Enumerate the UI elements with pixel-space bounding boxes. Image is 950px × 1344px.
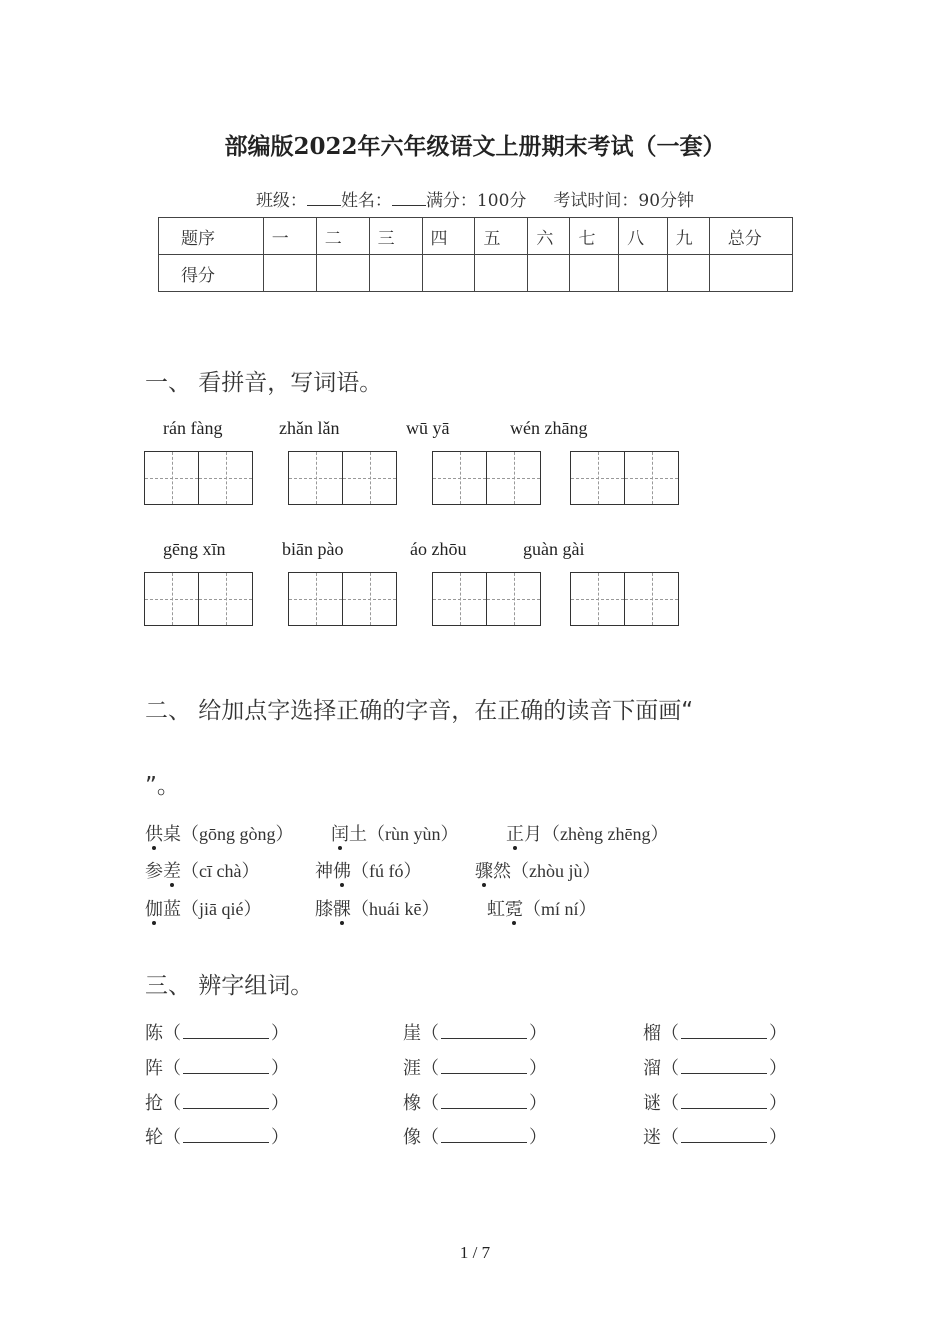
writing-grid[interactable] <box>570 451 679 505</box>
full-score: 满分：100分 <box>425 191 527 211</box>
reading-options[interactable]: （jiā qié） <box>181 899 262 919</box>
answer-blank[interactable] <box>441 1092 527 1109</box>
name-label: 姓名： <box>340 191 392 211</box>
score-cell[interactable] <box>316 255 369 292</box>
word-group-item: 陈（ ） <box>145 1023 289 1044</box>
reading-options[interactable]: （zhòu jù） <box>511 861 601 881</box>
dotted-char: 佛 <box>333 861 351 882</box>
dotted-char: 供 <box>145 824 163 845</box>
class-blank <box>307 191 341 206</box>
table-header-cell: 四 <box>422 218 475 255</box>
section-3-heading: 三、 辨字组词。 <box>145 973 314 999</box>
answer-blank[interactable] <box>681 1022 767 1039</box>
reading-options[interactable]: （fú fó） <box>351 861 422 881</box>
score-cell[interactable] <box>667 255 709 292</box>
table-header-cell: 七 <box>570 218 619 255</box>
writing-grid[interactable] <box>570 572 679 626</box>
pinyin-label: guàn gài <box>523 539 585 559</box>
answer-blank[interactable] <box>441 1126 527 1143</box>
score-cell[interactable] <box>619 255 668 292</box>
reading-item: 供桌（gōng gòng） <box>145 824 294 845</box>
answer-blank[interactable] <box>681 1126 767 1143</box>
dotted-char: 闰 <box>331 824 349 845</box>
reading-options[interactable]: （cī chà） <box>181 861 260 881</box>
answer-blank[interactable] <box>183 1092 269 1109</box>
pinyin-label: wén zhāng <box>510 418 588 438</box>
reading-item: 闰土（rùn yùn） <box>331 824 459 845</box>
writing-grid[interactable] <box>144 572 253 626</box>
reading-item: 虹霓（mí ní） <box>487 899 597 920</box>
score-table-score-row <box>159 255 793 292</box>
section-1-heading: 一、 看拼音，写词语。 <box>145 370 383 396</box>
table-header-cell: 八 <box>619 218 668 255</box>
table-header-cell: 总分 <box>709 218 792 255</box>
score-cell[interactable] <box>709 255 792 292</box>
word-group-item: 迷（ ） <box>643 1127 787 1148</box>
dotted-char: 骤 <box>475 861 493 882</box>
section-2-heading: 二、 给加点字选择正确的字音，在正确的读音下面画“ <box>145 698 694 724</box>
reading-item: 神佛（fú fó） <box>315 861 422 882</box>
score-cell[interactable] <box>369 255 422 292</box>
pinyin-label: gēng xīn <box>163 539 226 559</box>
dotted-char: 伽 <box>145 899 163 920</box>
reading-options[interactable]: （gōng gòng） <box>181 824 294 844</box>
score-cell[interactable] <box>263 255 316 292</box>
page-number: 1 / 7 <box>459 1243 491 1262</box>
pinyin-label: áo zhōu <box>410 539 467 559</box>
answer-blank[interactable] <box>441 1057 527 1074</box>
score-row-label: 得分 <box>159 255 264 292</box>
reading-item: 伽蓝（jiā qié） <box>145 899 262 920</box>
reading-options[interactable]: （rùn yùn） <box>367 824 459 844</box>
table-header-cell: 九 <box>667 218 709 255</box>
dotted-char: 差 <box>163 861 181 882</box>
word-group-item: 橡（ ） <box>403 1093 547 1114</box>
table-header-cell: 六 <box>528 218 570 255</box>
pinyin-label: wū yā <box>406 418 450 438</box>
dotted-char: 正 <box>506 824 524 845</box>
dotted-char: 霓 <box>505 899 523 920</box>
writing-grid[interactable] <box>432 572 541 626</box>
writing-grid[interactable] <box>432 451 541 505</box>
exam-info <box>0 186 950 211</box>
word-group-item: 涯（ ） <box>403 1058 547 1079</box>
reading-item: 骤然（zhòu jù） <box>475 861 601 882</box>
word-group-item: 崖（ ） <box>403 1023 547 1044</box>
table-header-cell: 三 <box>369 218 422 255</box>
reading-options[interactable]: （mí ní） <box>523 899 597 919</box>
name-blank <box>392 191 426 206</box>
pinyin-label: biān pào <box>282 539 344 559</box>
word-group-item: 谜（ ） <box>643 1093 787 1114</box>
word-group-item: 阵（ ） <box>145 1058 289 1079</box>
table-header-cell: 五 <box>475 218 528 255</box>
class-label: 班级： <box>255 191 307 211</box>
answer-blank[interactable] <box>183 1126 269 1143</box>
reading-item: 参差（cī chà） <box>145 861 260 882</box>
score-table-header-row <box>159 218 793 255</box>
exam-time: 考试时间：90分钟 <box>553 191 695 211</box>
reading-options[interactable]: （zhèng zhēng） <box>542 824 669 844</box>
dotted-char: 髁 <box>333 899 351 920</box>
answer-blank[interactable] <box>681 1092 767 1109</box>
reading-options[interactable]: （huái kē） <box>351 899 440 919</box>
answer-blank[interactable] <box>441 1022 527 1039</box>
answer-blank[interactable] <box>681 1057 767 1074</box>
table-header-cell: 题序 <box>159 218 264 255</box>
writing-grid[interactable] <box>288 451 397 505</box>
page-title: 部编版2022年六年级语文上册期末考试（一套） <box>224 133 726 160</box>
table-header-cell: 二 <box>316 218 369 255</box>
pinyin-label: rán fàng <box>163 418 223 438</box>
score-cell[interactable] <box>475 255 528 292</box>
table-header-cell: 一 <box>263 218 316 255</box>
word-group-item: 榴（ ） <box>643 1023 787 1044</box>
reading-item: 正月（zhèng zhēng） <box>506 824 669 845</box>
writing-grid[interactable] <box>144 451 253 505</box>
reading-item: 膝髁（huái kē） <box>315 899 440 920</box>
word-group-item: 溜（ ） <box>643 1058 787 1079</box>
answer-blank[interactable] <box>183 1057 269 1074</box>
writing-grid[interactable] <box>288 572 397 626</box>
score-cell[interactable] <box>570 255 619 292</box>
word-group-item: 轮（ ） <box>145 1127 289 1148</box>
score-cell[interactable] <box>422 255 475 292</box>
word-group-item: 抢（ ） <box>145 1093 289 1114</box>
answer-blank[interactable] <box>183 1022 269 1039</box>
section-2-heading-cont: ”。 <box>145 773 180 799</box>
word-group-item: 像（ ） <box>403 1127 547 1148</box>
pinyin-label: zhǎn lǎn <box>279 418 340 438</box>
score-table <box>158 217 793 292</box>
score-cell[interactable] <box>528 255 570 292</box>
